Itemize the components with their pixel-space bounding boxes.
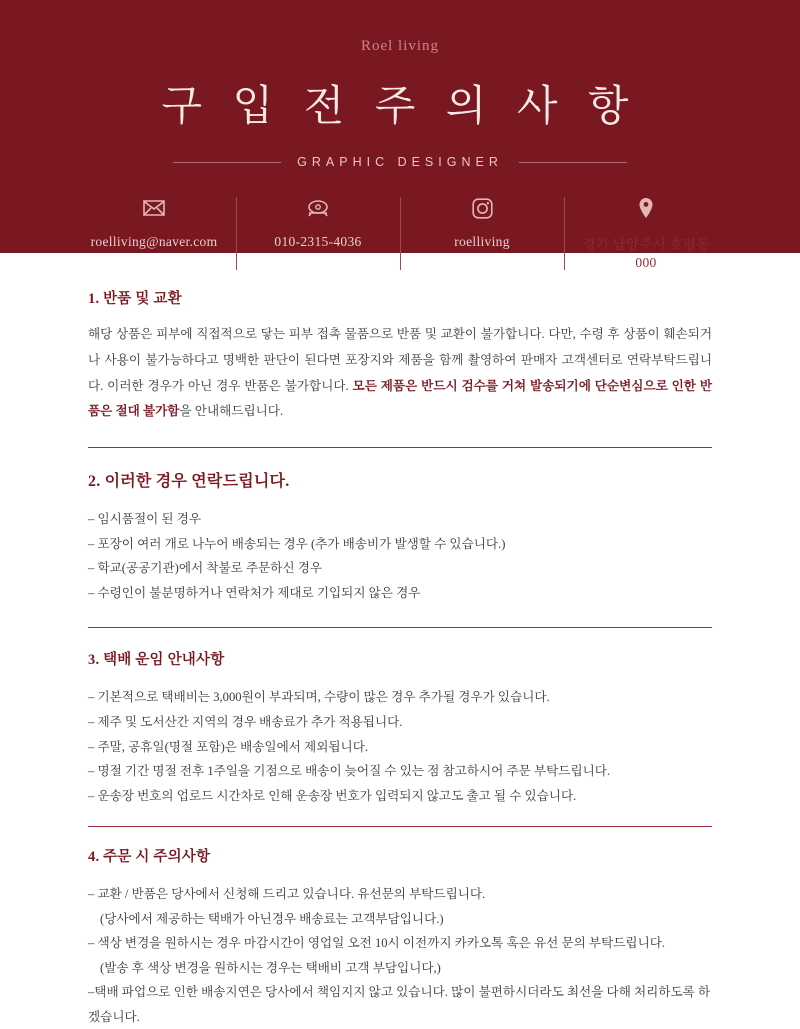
section-2-list xyxy=(88,507,712,605)
list-item: – 학교(공공기관)에서 착불로 주문하신 경우 xyxy=(88,561,323,576)
subtitle-divider-right xyxy=(519,162,627,163)
contact-phone-text: 010-2315-4036 xyxy=(274,234,362,249)
section-divider-3 xyxy=(88,826,712,827)
list-item: – 제주 및 도서산간 지역의 경우 배송료가 추가 적용됩니다. xyxy=(88,714,403,729)
section-divider-2 xyxy=(88,627,712,628)
section-3-list xyxy=(88,685,712,808)
section-2-title: 2. 이러한 경우 연락드립니다. xyxy=(88,473,290,491)
brand-name: Roel living xyxy=(360,38,440,54)
instagram-icon xyxy=(406,195,558,221)
section-1-paragraph xyxy=(88,322,712,425)
section-contact-cases xyxy=(88,468,712,605)
subtitle-row xyxy=(0,155,800,169)
contact-instagram-text: roelliving xyxy=(454,234,510,249)
section-1-text-a: 해당 상품은 피부에 직접적으로 닿는 피부 접촉 물품으로 반품 및 교환이 불가합니다. 다만, 수령 후 상품이 훼손되거나 사용이 불가능하다고 명백한 판단이 된다면 포장지와 제품을 함께 촬영하여 판매자 고객센터로 연락부탁드립니다. 이러한 경우가 아닌 경우 반품은 불가합니다. xyxy=(88,327,712,393)
contact-email[interactable] xyxy=(72,195,236,272)
page-title: 구 입 전 주 의 사 항 xyxy=(161,84,639,130)
list-item: – 기본적으로 택배비는 3,000원이 부과되며, 수량이 많은 경우 추가될 경우가 있습니다. xyxy=(88,690,550,705)
section-shipping-fee xyxy=(88,648,712,808)
list-item: – 임시품절이 된 경우 xyxy=(88,512,202,527)
list-item: –택배 파업으로 인한 배송지연은 당사에서 책임지지 않고 있습니다. 많이 불편하시더라도 최선을 다해 처리하도록 하겠습니다. xyxy=(88,985,711,1024)
list-item: (당사에서 제공하는 택배가 아닌경우 배송료는 고객부담입니다.) xyxy=(100,911,444,926)
list-item: (발송 후 색상 변경을 원하시는 경우는 택배비 고객 부담입니다,) xyxy=(100,960,441,975)
contact-phone[interactable] xyxy=(236,195,400,272)
contact-email-text: roelliving@naver.com xyxy=(90,234,218,249)
contact-address[interactable] xyxy=(564,195,728,272)
list-item: – 색상 변경을 원하시는 경우 마감시간이 영업일 오전 10시 이전까지 카카오톡 혹은 유선 문의 부탁드립니다. xyxy=(88,936,666,951)
section-1-highlight: 모든 제품은 반드시 검수를 거쳐 발송되기에 단순변심으로 인한 반품은 절대 불가함 xyxy=(88,378,712,419)
section-3-title: 3. 택배 운임 안내사항 xyxy=(88,652,225,669)
list-item: – 주말, 공휴일(명절 포함)은 배송일에서 제외됩니다. xyxy=(88,739,369,754)
section-refund-exchange xyxy=(88,287,712,425)
list-item: – 포장이 여러 개로 나누어 배송되는 경우 (추가 배송비가 발생할 수 있습니다.) xyxy=(88,536,506,551)
document-body xyxy=(0,253,800,1029)
section-order-notes xyxy=(88,845,712,1029)
list-item: – 운송장 번호의 업로드 시간차로 인해 운송장 번호가 입력되지 않고도 출고 될 수 있습니다. xyxy=(88,788,577,803)
list-item: – 명절 기간 명절 전후 1주일을 기점으로 배송이 늦어질 수 있는 점 참고하시어 주문 부탁드립니다. xyxy=(88,764,611,779)
email-icon xyxy=(78,195,230,221)
section-1-title: 1. 반품 및 교환 xyxy=(88,291,182,307)
location-pin-icon xyxy=(570,195,722,221)
contact-instagram[interactable] xyxy=(400,195,564,272)
list-item: – 교환 / 반품은 당사에서 신청해 드리고 있습니다. 유선문의 부탁드립니다. xyxy=(88,887,486,902)
list-item: – 수령인이 불분명하거나 연락처가 제대로 기입되지 않은 경우 xyxy=(88,585,421,600)
section-4-title: 4. 주문 시 주의사항 xyxy=(88,849,211,866)
section-divider-1 xyxy=(88,447,712,448)
contact-bar xyxy=(0,195,800,272)
section-4-list xyxy=(88,882,712,1029)
phone-icon xyxy=(242,195,394,221)
contact-address-text: 경기 남양주시 호평동 000 xyxy=(582,237,710,270)
document-header xyxy=(0,0,800,270)
section-1-text-b: 을 안내해드립니다. xyxy=(179,404,284,419)
subtitle-divider-left xyxy=(173,162,281,163)
subtitle: GRAPHIC DESIGNER xyxy=(297,155,503,169)
